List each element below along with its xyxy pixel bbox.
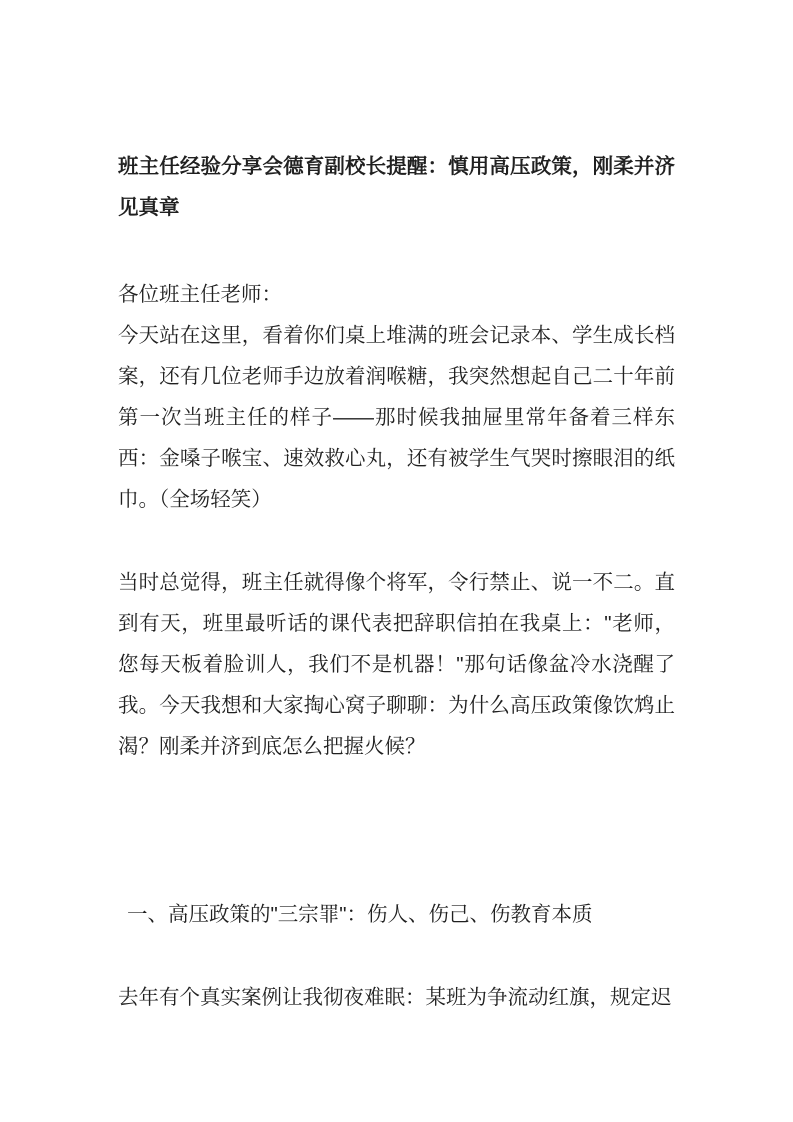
paragraph-reflection: 当时总觉得，班主任就得像个将军，令行禁止、说一不二。直到有天，班里最听话的课代表把辞职信拍在我桌上："老师，您每天板着脸训人，我们不是机器！"那句话像盆冷水浇醒了我。今天我想和大家掏心窝子聊聊：为什么高压政策像饮鸩止渴？刚柔并济到底怎么把握火候？ bbox=[118, 571, 675, 758]
greeting-line: 各位班主任老师： bbox=[118, 283, 282, 306]
paragraph-case-study-truncated: 去年有个真实案例让我彻夜难眠：某班为争流动红旗，规定迟 bbox=[118, 986, 672, 1009]
paragraph-opening-anecdote: 今天站在这里，看着你们桌上堆满的班会记录本、学生成长档案，还有几位老师手边放着润喉糖，我突然想起自己二十年前第一次当班主任的样子——那时候我抽屉里常年备着三样东西：金嗓子喉宝、速效救心丸，还有被学生气哭时擦眼泪的纸巾。（全场轻笑） bbox=[118, 324, 675, 511]
section-heading-one: 一、高压政策的"三宗罪"：伤人、伤己、伤教育本质 bbox=[127, 903, 593, 926]
document-title: 班主任经验分享会德育副校长提醒：慎用高压政策，刚柔并济见真章 bbox=[118, 155, 675, 219]
